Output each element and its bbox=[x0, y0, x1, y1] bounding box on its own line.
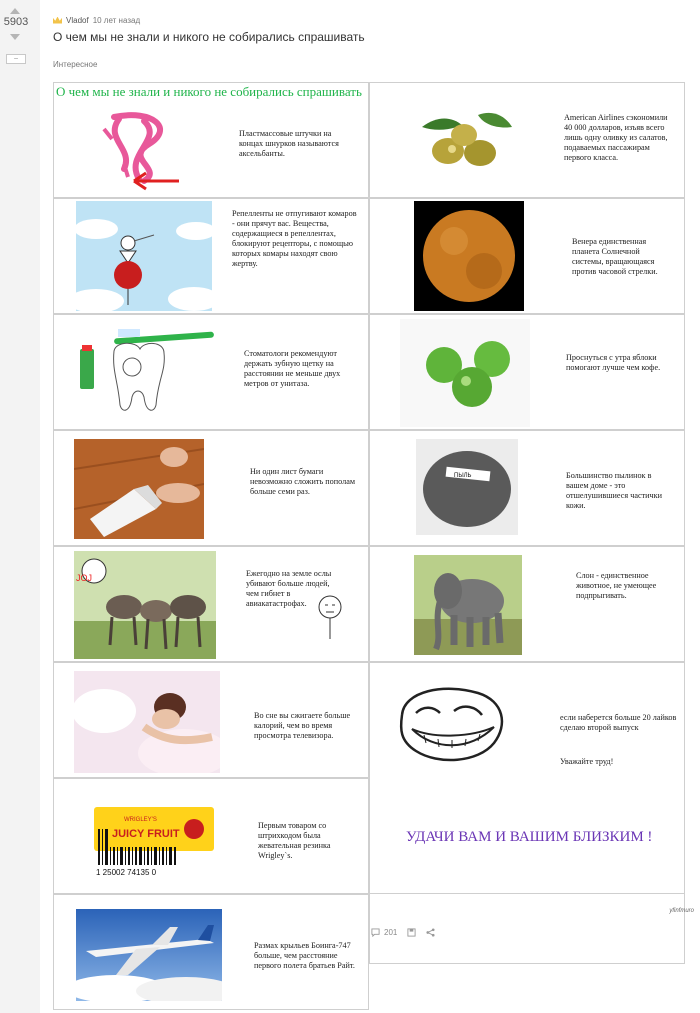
post-title[interactable]: О чем мы не знали и никого не собирались спрашивать bbox=[53, 30, 365, 44]
comments-link[interactable] bbox=[371, 928, 397, 937]
gum-maker-label: WRIGLEY'S bbox=[124, 817, 157, 823]
comment-icon bbox=[371, 928, 380, 937]
venus-planet-image bbox=[414, 201, 524, 311]
share-icon[interactable] bbox=[426, 928, 435, 937]
fact-text: Слон - единственное животное, не умеющее подпрыгивать. bbox=[576, 571, 657, 600]
repellent-image bbox=[76, 201, 212, 311]
shoelace-image bbox=[94, 109, 184, 191]
post-header bbox=[53, 14, 140, 26]
watermark: yfinfmuro bbox=[669, 908, 694, 914]
green-apples-image bbox=[400, 319, 530, 427]
fact-cell-olive bbox=[369, 82, 685, 198]
infographic-image bbox=[53, 82, 688, 1012]
fact-cell-apples bbox=[369, 314, 685, 430]
fact-text: Уважайте труд! bbox=[560, 757, 614, 766]
fact-text: Венера единственная планета Солнечной системы, вращающаяся против часовой стрелки. bbox=[572, 237, 658, 276]
fact-cell-barcode bbox=[53, 778, 369, 894]
fact-cell-boeing bbox=[53, 894, 369, 1010]
meme-label: JOJ bbox=[76, 573, 93, 583]
crown-icon bbox=[53, 17, 62, 24]
fact-text: если наберется больше 20 лайков сделаю второй выпуск bbox=[560, 713, 677, 732]
fact-cell-venus bbox=[369, 198, 685, 314]
fact-cell-repellent bbox=[53, 198, 369, 314]
fact-cell-paper bbox=[53, 430, 369, 546]
fact-cell-aglets bbox=[53, 82, 369, 198]
fact-text: Стоматологи рекомендуют держать зубную щетку на расстоянии не меньше двух метров от унитаза. bbox=[244, 349, 341, 388]
comments-count: 201 bbox=[384, 928, 398, 937]
sleeping-woman-image bbox=[74, 671, 220, 773]
fact-cell-sleep bbox=[53, 662, 369, 778]
fact-cell-donkeys bbox=[53, 546, 369, 662]
post-time: 10 лет назад bbox=[92, 15, 141, 25]
fact-cell-dust bbox=[369, 430, 685, 546]
fact-cell-elephant bbox=[369, 546, 685, 662]
rating-count: 5903 bbox=[3, 16, 29, 28]
fact-text: American Airlines сэкономили 40 000 долларов, изъяв всего лишь одну оливку из салатов, подаваемых пассажирам первого класса. bbox=[564, 113, 668, 162]
fact-text: Проснуться с утра яблоки помогают лучше чем кофе. bbox=[566, 353, 661, 372]
rating-rail bbox=[0, 0, 40, 1013]
tooth-cartoon-image bbox=[76, 327, 216, 417]
folding-paper-image bbox=[74, 439, 204, 539]
image-title: О чем мы не знали и никого не собирались спрашивать bbox=[56, 84, 362, 99]
dust-label: ПЫЛЬ bbox=[454, 473, 472, 479]
author-link[interactable]: Vladof bbox=[66, 15, 89, 25]
good-luck-text: УДАЧИ ВАМ И ВАШИМ БЛИЗКИМ ! bbox=[406, 829, 653, 845]
upvote-icon[interactable] bbox=[10, 8, 20, 14]
fact-text: Первым товаром со штрихкодом была жевательная резинка Wrigley`s. bbox=[258, 821, 331, 860]
post-tag[interactable]: Интересное bbox=[53, 60, 98, 69]
trollface-meme-icon bbox=[394, 685, 508, 765]
gum-brand-label: JUICY FRUIT bbox=[112, 828, 180, 840]
fact-cell-toothbrush bbox=[53, 314, 369, 430]
barcode-digits: 1 25002 74135 0 bbox=[96, 868, 157, 877]
fact-cell-troll bbox=[369, 662, 685, 894]
juicy-fruit-gum-image bbox=[94, 803, 214, 877]
elephant-image bbox=[414, 555, 522, 655]
fact-text: Во сне вы сжигаете больше калорий, чем во время просмотра телевизора. bbox=[254, 711, 351, 740]
fact-text: Ни один лист бумаги невозможно сложить пополам больше семи раз. bbox=[250, 467, 356, 496]
dust-pile-image bbox=[416, 439, 518, 535]
donkeys-image bbox=[74, 551, 216, 659]
collapse-button[interactable]: − bbox=[6, 54, 26, 64]
fact-text: Репелленты не отпугивают комаров - они прячут вас. Вещества, содержащиеся в репеллентах, блокируют рецепторы, с помощью которых комары находят свою жертву. bbox=[232, 209, 357, 268]
fact-text: Ежегодно на земле ослы убивают больше людей, чем гибнет в авиакатастрофах. bbox=[246, 569, 332, 608]
olives-image bbox=[418, 109, 514, 171]
save-icon[interactable] bbox=[407, 928, 416, 937]
fact-text: Большинство пылинок в вашем доме - это отшелушившиеся частички кожи. bbox=[566, 471, 663, 510]
downvote-icon[interactable] bbox=[10, 34, 20, 40]
post-actions bbox=[371, 928, 435, 937]
fact-text: Размах крыльев Боинга-747 больше, чем расстояние первого полета братьев Райт. bbox=[254, 941, 355, 970]
fact-text: Пластмассовые штучки на концах шнурков называются аксельбанты. bbox=[239, 129, 339, 158]
boeing-plane-image bbox=[76, 909, 222, 1001]
